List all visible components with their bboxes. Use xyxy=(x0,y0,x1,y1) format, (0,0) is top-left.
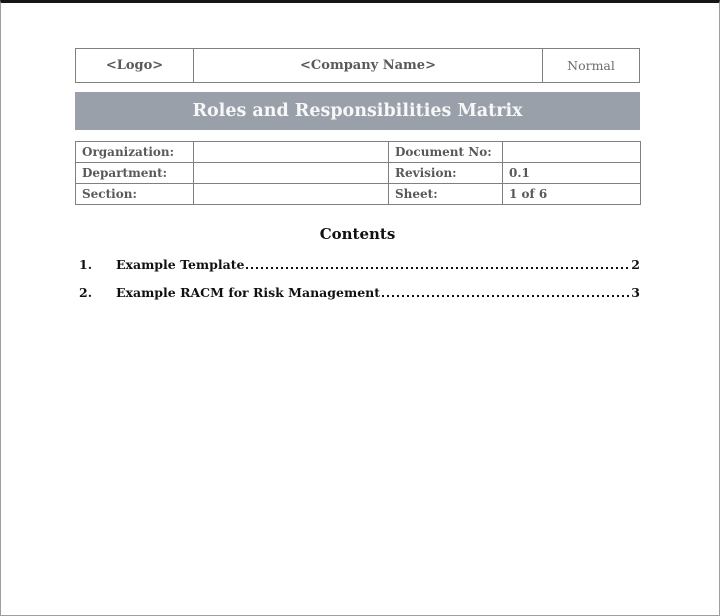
document-status: Normal xyxy=(567,58,615,73)
section-value[interactable] xyxy=(194,184,389,205)
sheet-label: Sheet: xyxy=(389,184,503,205)
document-title: Roles and Responsibilities Matrix xyxy=(192,101,523,121)
revision-label: Revision: xyxy=(389,163,503,184)
table-row xyxy=(76,184,641,205)
department-label: Department: xyxy=(76,163,194,184)
sheet-value: 1 of 6 xyxy=(503,184,641,205)
table-row xyxy=(76,142,641,163)
department-value[interactable] xyxy=(194,163,389,184)
toc-entry-number: 1. xyxy=(79,257,93,272)
toc-entry-label[interactable]: Example Template xyxy=(116,257,245,272)
section-label: Section: xyxy=(76,184,194,205)
document-page xyxy=(75,48,640,300)
toc-entry-label[interactable]: Example RACM for Risk Management xyxy=(116,285,381,300)
toc-dot-leader xyxy=(246,267,630,269)
metadata-table xyxy=(75,141,641,205)
document-no-label: Document No: xyxy=(389,142,503,163)
toc-entry-page[interactable]: 3 xyxy=(631,285,640,300)
toc-dot-leader xyxy=(382,295,630,297)
document-no-value[interactable] xyxy=(503,142,641,163)
toc-entry[interactable] xyxy=(75,257,640,272)
table-of-contents xyxy=(75,257,640,300)
toc-entry[interactable] xyxy=(75,285,640,300)
toc-entry-number: 2. xyxy=(79,285,93,300)
document-title-banner xyxy=(75,92,640,130)
contents-heading: Contents xyxy=(319,225,396,243)
revision-value: 0.1 xyxy=(503,163,641,184)
header-table xyxy=(75,48,640,83)
table-row xyxy=(76,163,641,184)
organization-value[interactable] xyxy=(194,142,389,163)
toc-entry-page[interactable]: 2 xyxy=(631,257,640,272)
logo-placeholder: <Logo> xyxy=(76,49,194,82)
organization-label: Organization: xyxy=(76,142,194,163)
company-name-placeholder: <Company Name> xyxy=(194,49,543,82)
